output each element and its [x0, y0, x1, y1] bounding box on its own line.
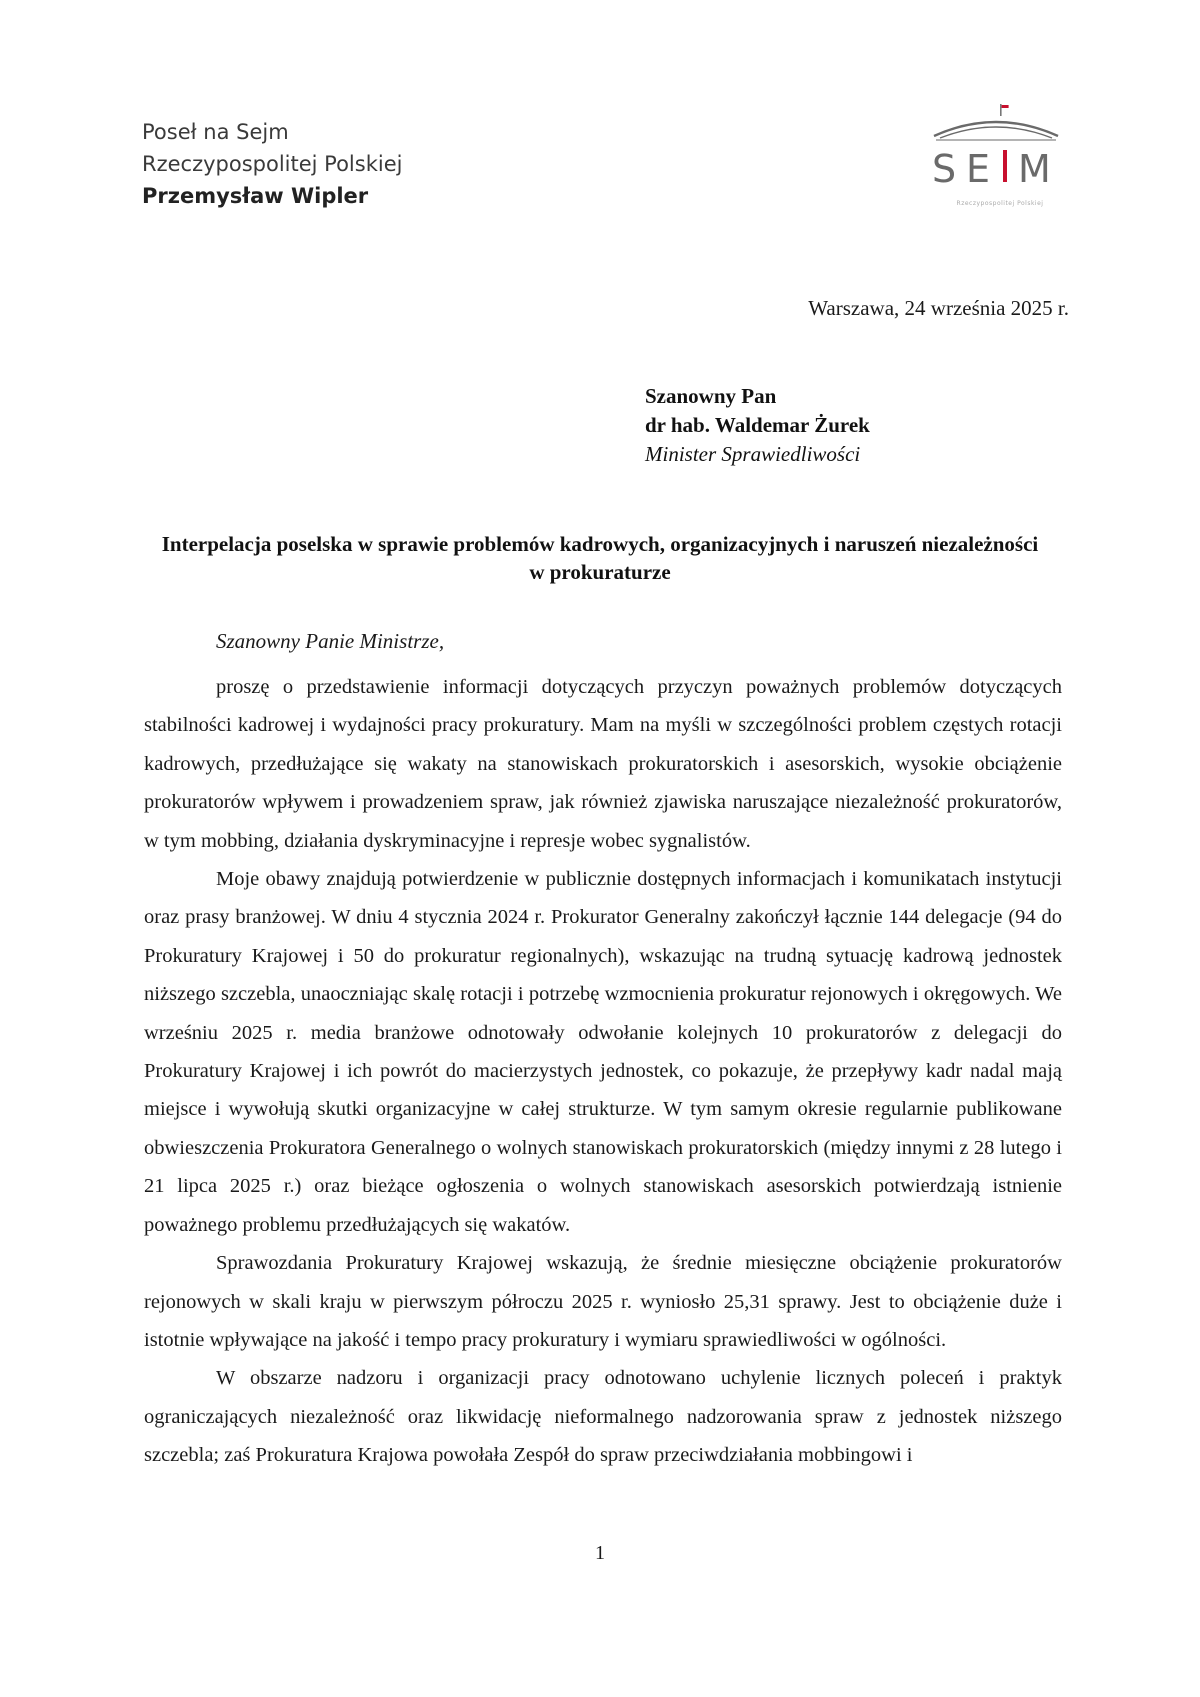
- recipient-title: Minister Sprawiedliwości: [645, 442, 861, 466]
- svg-text:M: M: [1018, 147, 1051, 191]
- sejm-logo: [926, 104, 1066, 214]
- svg-text:S: S: [932, 147, 963, 191]
- body-paragraph-3: Sprawozdania Prokuratury Krajowej wskazują, że średnie miesięczne obciążenie prokuratorów rejonowych w skali kraju w pierwszym półroczu 2025 r. wyniosło 25,31 sprawy. Jest to obciążenie duże i istotnie wpływające na jakość i tempo pracy prokuratury i wymiaru sprawiedliwości w ogólności.: [144, 1252, 1062, 1351]
- body-paragraph-4: W obszarze nadzoru i organizacji pracy odnotowano uchylenie licznych poleceń i praktyk ograniczających niezależność oraz likwidację nieformalnego nadzorowania spraw z jednostek niższego szczebla; zaś Prokuratura Krajowa powołała Zespół do spraw przeciwdziałania mobbingowi i: [144, 1367, 1062, 1467]
- sender-line-2: Rzeczypospolitej Polskiej: [142, 152, 403, 176]
- page-number: 1: [595, 1542, 605, 1564]
- salutation: Szanowny Panie Ministrze,: [216, 629, 445, 653]
- logo-caption: Rzeczypospolitej Polskiej: [956, 200, 1044, 207]
- sender-block: [142, 116, 402, 212]
- recipient-block: [645, 382, 870, 469]
- letter-date: Warszawa, 24 września 2025 r.: [808, 296, 1069, 320]
- body-paragraph-1: proszę o przedstawienie informacji dotyczących przyczyn poważnych problemów dotyczących stabilności kadrowej i wydajności pracy prokuratury. Mam na myśli w szczególności problem częstych rotacji kadrowych, przedłużające się wakaty na stanowiskach prokuratorskich i asesorskich, wysokie obciążenie prokuratorów wpływem i prowadzeniem spraw, jak również zjawiska naruszające niezależność prokuratorów, w tym mobbing, działania dyskryminacyjne i represje wobec sygnalistów.: [144, 676, 1062, 852]
- recipient-greeting: Szanowny Pan: [645, 384, 777, 408]
- recipient-name: dr hab. Waldemar Żurek: [645, 413, 870, 437]
- letter-body: [144, 668, 1062, 1475]
- sender-line-1: Poseł na Sejm: [142, 120, 289, 144]
- sender-name: Przemysław Wipler: [142, 184, 369, 208]
- body-paragraph-2: Moje obawy znajdują potwierdzenie w publicznie dostępnych informacjach i komunikatach instytucji oraz prasy branżowej. W dniu 4 stycznia 2024 r. Prokurator Generalny zakończył łącznie 144 delegacje (94 do Prokuratury Krajowej i 50 do prokuratur regionalnych), wskazując na trudną sytuację kadrową jednostek niższego szczebla, unaoczniając skalę rotacji i potrzebę wzmocnienia prokuratur rejonowych i okręgowych. We wrześniu 2025 r. media branżowe odnotowały odwołanie kolejnych 10 prokuratorów z delegacji do Prokuratury Krajowej i ich powrót do macierzystych jednostek, co pokazuje, że przepływy kadr nadal mają miejsce i wywołują skutki organizacyjne w całej strukturze. W tym samym okresie regularnie publikowane obwieszczenia Prokuratora Generalnego o wolnych stanowiskach prokuratorskich (między innymi z 28 lutego i 21 lipca 2025 r.) oraz bieżące ogłoszenia o wolnych stanowiskach asesorskich potwierdzają istnienie poważnego problemu przedłużających się wakatów.: [144, 868, 1062, 1236]
- svg-text:E: E: [966, 147, 991, 191]
- letter-subject: Interpelacja poselska w sprawie problemów kadrowych, organizacyjnych i naruszeń niezależności w prokuraturze: [161, 532, 1039, 584]
